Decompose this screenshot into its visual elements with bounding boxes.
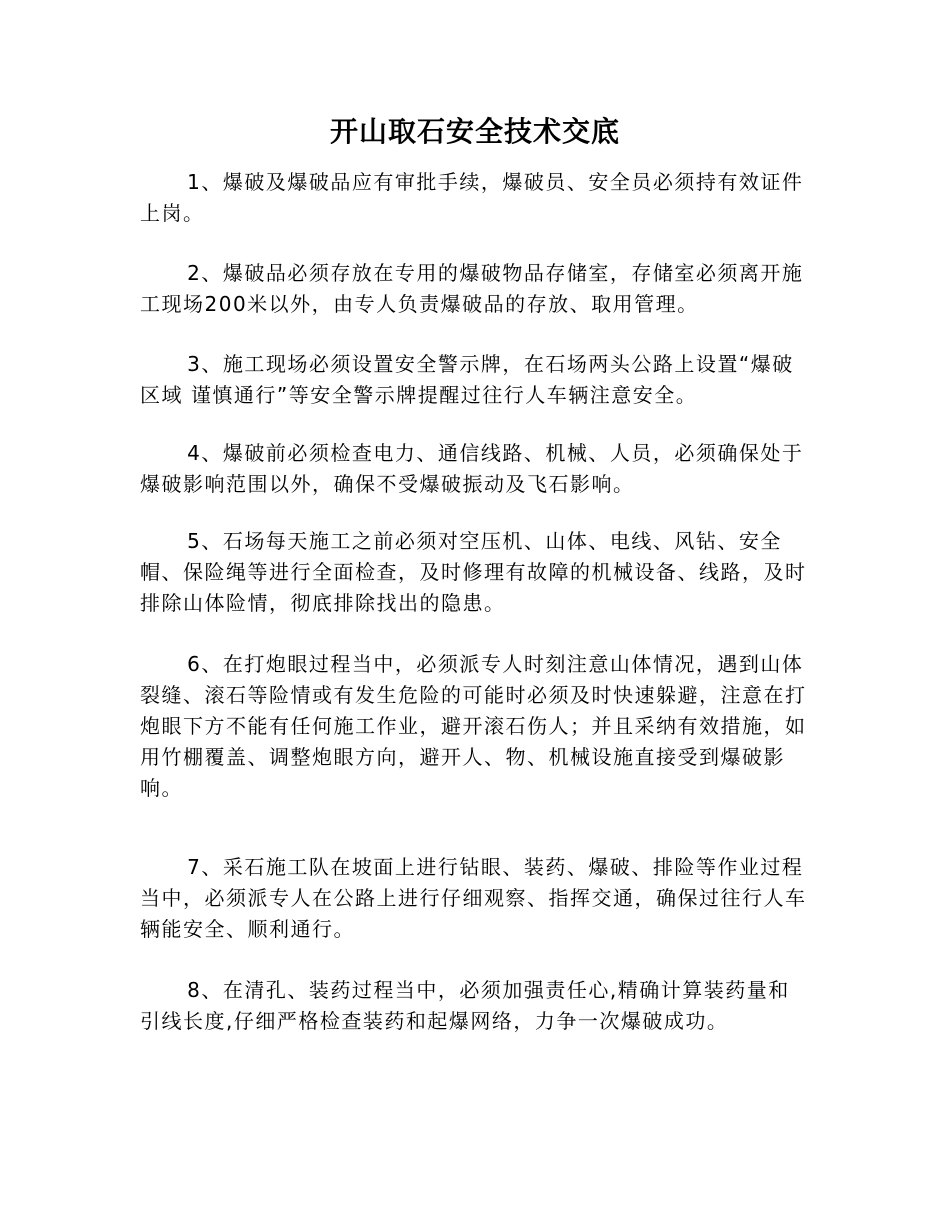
paragraph-8: 8、在清孔、装药过程当中，必须加强责任心,精确计算装药量和引线长度,仔细严格检查装药和起爆网络，力争一次爆破成功。 — [140, 978, 790, 1033]
paragraph-2: 2、爆破品必须存放在专用的爆破物品存储室，存储室必须离开施工现场200米以外，由专人负责爆破品的存放、取用管理。 — [140, 261, 804, 316]
page-title: 开山取石安全技术交底 — [329, 115, 620, 148]
paragraph-6: 6、在打炮眼过程当中，必须派专人时刻注意山体情况，遇到山体裂缝、滚石等险情或有发生危险的可能时必须及时快速躲避，注意在打炮眼下方不能有任何施工作业，避开滚石伤人；并且采纳有效措施，如用竹棚覆盖、调整炮眼方向，避开人、物、机械设施直接受到爆破影响。 — [140, 652, 807, 800]
paragraph-5: 5、石场每天施工之前必须对空压机、山体、电线、风钻、安全帽、保险绳等进行全面检查，及时修理有故障的机械设备、线路，及时排除山体险情，彻底排除找出的隐患。 — [140, 529, 807, 615]
paragraph-3: 3、施工现场必须设置安全警示牌，在石场两头公路上设置“爆破区域 谨慎通行”等安全警示牌提醒过往行人车辆注意安全。 — [140, 352, 794, 407]
paragraph-4: 4、爆破前必须检查电力、通信线路、机械、人员，必须确保处于爆破影响范围以外，确保不受爆破振动及飞石影响。 — [140, 441, 804, 496]
paragraph-7: 7、采石施工队在坡面上进行钻眼、装药、爆破、排险等作业过程当中，必须派专人在公路上进行仔细观察、指挥交通，确保过往行人车辆能安全、顺利通行。 — [140, 855, 807, 941]
paragraph-1: 1、爆破及爆破品应有审批手续，爆破员、安全员必须持有效证件上岗。 — [140, 170, 804, 225]
